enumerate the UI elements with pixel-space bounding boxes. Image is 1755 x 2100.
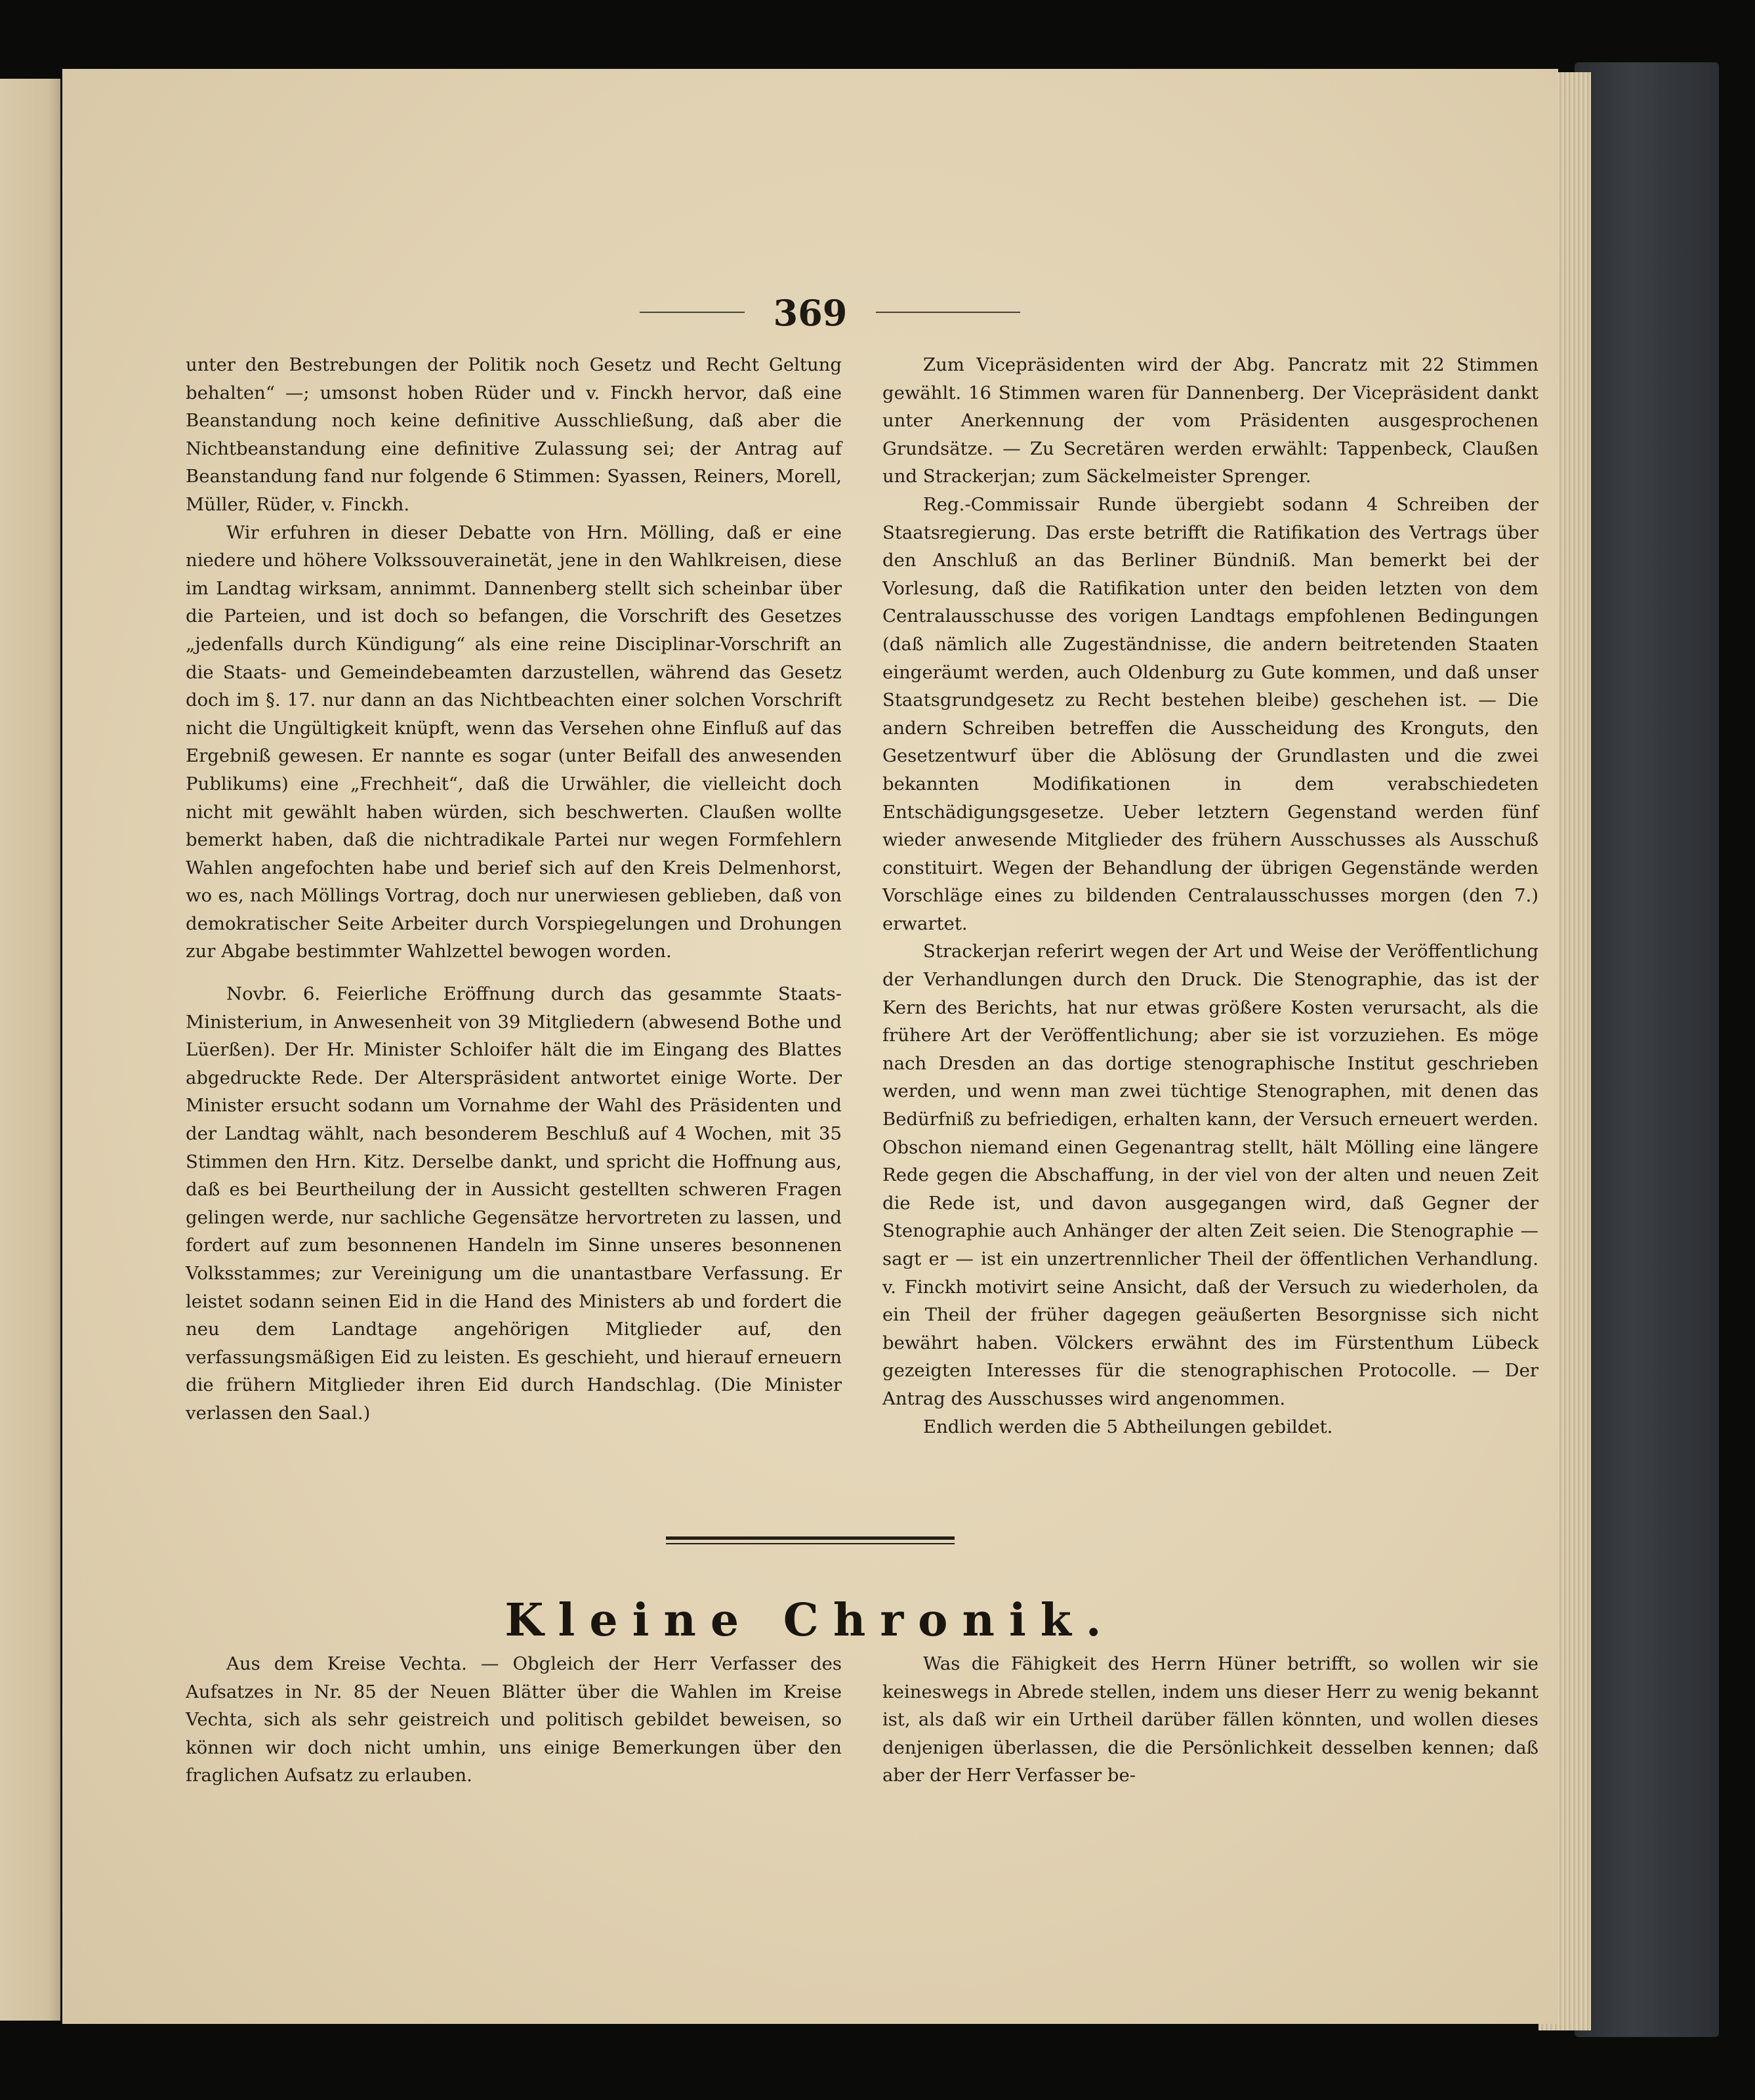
paragraph: Novbr. 6. Feierliche Eröffnung durch das gesammte Staats-Ministerium, in Anwesenheit von 39 Mitgliedern (abwesend Bothe und Lüerßen). Der Hr. Minister Schloifer hält die im Eingang des Blattes abgedruckte Rede. Der Alterspräsident antwortet einige Worte. Der Minister ersucht sodann um Vornahme der Wahl des Präsidenten und der Landtag wählt, nach besonderem Beschluß auf 4 Wochen, mit 35 Stimmen den Hrn. Kitz. Derselbe dankt, und spricht die Hoffnung aus, daß es bei Beurtheilung der in Aussicht gestellten schweren Fragen gelingen werde, nur sachliche Gegensätze hervortreten zu lassen, und fordert auf zum besonnenen Handeln im Sinne unseres besonnenen Volksstammes; zur Vereinigung um die unantastbare Verfassung. Er leistet sodann seinen Eid in die Hand des Ministers ab und fordert die neu dem Landtage angehörigen Mitglieder auf, den verfassungsmäßigen Eid zu leisten. Es geschieht, und hierauf erneuern die frühern Mitglieder ihren Eid durch Handschlag. (Die Minister verlassen den Saal.)	[186, 983, 842, 1424]
chronicle-right-column	[882, 1650, 1538, 1790]
section-divider	[666, 1536, 955, 1544]
paragraph: Endlich werden die 5 Abtheilungen gebildet.	[923, 1416, 1333, 1437]
paragraph: Strackerjan referirt wegen der Art und Weise der Veröffentlichung der Verhandlungen durch den Druck. Die Stenographie, das ist der Kern des Berichts, hat nur etwas größere Kosten verursacht, als die frühere Art der Veröffentlichung; aber sie ist vorzuziehen. Es möge nach Dresden an das dortige stenographische Institut geschrieben werden, und wenn man zwei tüchtige Stenographen, mit denen das Bedürfniß zu befriedigen, erhalten kann, der Versuch erneuert werden. Obschon niemand einen Gegenantrag stellt, hält Mölling eine längere Rede gegen die Abschaffung, in der viel von der alten und neuen Zeit die Rede ist, und davon ausgegangen wird, daß Gegner der Stenographie auch Anhänger der alten Zeit seien. Die Stenographie — sagt er — ist ein unzertrennlicher Theil der öffentlichen Verhandlung. v. Finckh motivirt seine Ansicht, daß der Versuch zu wiederholen, da ein Theil der früher dagegen geäußerten Besorgnisse sich nicht bewährt haben. Völckers erwähnt des im Fürstenthum Lübeck gezeigten Interesses für die stenographischen Protocolle. — Der Antrag des Ausschusses wird angenommen.	[882, 941, 1538, 1409]
paragraph: Reg.-Commissair Runde übergiebt sodann 4 Schreiben der Staatsregierung. Das erste betrifft die Ratifikation des Vertrags über den Anschluß an das Berliner Bündniß. Man bemerkt bei der Vorlesung, daß die Ratifikation unter den beiden letzten von dem Centralausschusse des vorigen Landtags empfohlenen Bedingungen (daß nämlich alle Zugeständnisse, die andern beitretenden Staaten eingeräumt werden, auch Oldenburg zu Gute kommen, und daß unser Staatsgrundgesetz zu Recht bestehen bleibe) geschehen ist. — Die andern Schreiben betreffen die Ausscheidung des Kronguts, den Gesetzentwurf über die Ablösung der Grundlasten und die zwei bekannten Modifikationen in dem verabschiedeten Entschädigungsgesetze. Ueber letztern Gegenstand werden fünf wieder anwesende Mitglieder des frühern Ausschusses als Ausschuß constituirt. Wegen der Behandlung der übrigen Gegenstände werden Vorschläge eines zu bildenden Centralausschusses morgen (den 7.) erwartet.	[882, 493, 1538, 934]
paragraph: Aus dem Kreise Vechta. — Obgleich der Herr Verfasser des Aufsatzes in Nr. 85 der Neuen Blätter über die Wahlen im Kreise Vechta, sich als sehr geistreich und politisch gebildet beweisen, so können wir doch nicht umhin, uns einige Bemerkungen über den fraglichen Aufsatz zu erlauben.	[186, 1653, 842, 1786]
page-number: 369	[773, 292, 848, 334]
book-cover	[1575, 62, 1719, 2037]
paragraph: Zum Vicepräsidenten wird der Abg. Pancratz mit 22 Stimmen gewählt. 16 Stimmen waren für Dannenberg. Der Vicepräsident dankt unter Anerkennung der vom Präsidenten ausgesprochenen Grundsätze. — Zu Secretären werden erwählt: Tappenbeck, Claußen und Strackerjan; zum Säckelmeister Sprenger.	[882, 354, 1538, 487]
header-rule-right	[876, 312, 1020, 313]
right-column	[882, 351, 1538, 1441]
paragraph: Was die Fähigkeit des Herrn Hüner betrifft, so wollen wir sie keineswegs in Abrede stellen, indem uns dieser Herr zu wenig bekannt ist, als daß wir ein Urtheil darüber fällen könnten, und wollen dieses denjenigen überlassen, die die Persönlichkeit desselben kennen; daß aber der Herr Verfasser be-	[882, 1653, 1538, 1786]
header-rule-left	[640, 312, 745, 313]
paragraph: Wir erfuhren in dieser Debatte von Hrn. Mölling, daß er eine niedere und höhere Volkssouverainetät, jene in den Wahlkreisen, diese im Landtag wirksam, annimmt. Dannenberg stellt sich scheinbar über die Parteien, und ist doch so befangen, die Vorschrift des Gesetzes „jedenfalls durch Kündigung“ als eine reine Disciplinar-Vorschrift an die Staats- und Gemeindebeamten darzustellen, während das Gesetz doch im §. 17. nur dann an das Nichtbeachten einer solchen Vorschrift nicht die Ungültigkeit knüpft, wenn das Versehen ohne Einfluß auf das Ergebniß gewesen. Er nannte es sogar (unter Beifall des anwesenden Publikums) eine „Frechheit“, daß die Urwähler, die vielleicht doch nicht mit gewählt haben würden, sich beschwerten. Claußen wollte bemerkt haben, daß die nichtradikale Partei nur wegen Formfehlern Wahlen angefochten habe und berief sich auf den Kreis Delmenhorst, wo es, nach Möllings Vortrag, doch nur unerwiesen geblieben, daß von demokratischer Seite Arbeiter durch Vorspiegelungen und Drohungen zur Abgabe bestimmter Wahlzettel bewogen worden.	[186, 522, 842, 962]
left-page-edge	[0, 79, 60, 2021]
page-header	[62, 292, 1558, 334]
book-page	[62, 69, 1558, 2024]
chronicle-left-column	[186, 1650, 842, 1790]
paragraph: unter den Bestrebungen der Politik noch Gesetz und Recht Geltung behalten“ —; umsonst hoben Rüder und v. Finckh hervor, daß eine Beanstandung noch keine definitive Ausschließung, daß aber die Nichtbeanstandung eine definitive Zulassung sei; der Antrag auf Beanstandung fand nur folgende 6 Stimmen: Syassen, Reiners, Morell, Müller, Rüder, v. Finckh.	[186, 354, 842, 515]
left-column	[186, 351, 842, 1428]
section-title: Kleine Chronik.	[505, 1594, 1116, 1647]
